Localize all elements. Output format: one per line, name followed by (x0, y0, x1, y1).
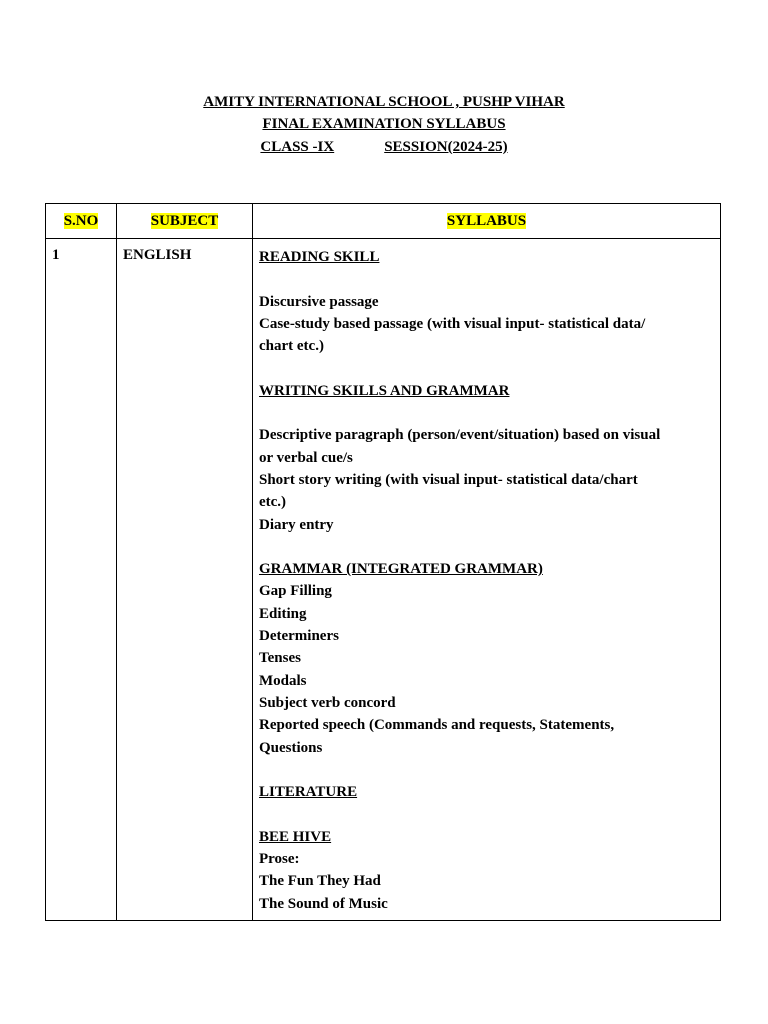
blank-line (259, 357, 714, 379)
syllabus-item: Diary entry (259, 516, 334, 533)
syllabus-item: Case-study based passage (with visual input- statistical data/ (259, 315, 646, 332)
syllabus-item: etc.) (259, 494, 287, 511)
syllabus-item: Reported speech (Commands and requests, Statements, (259, 717, 615, 734)
syllabus-table (45, 203, 721, 921)
section-heading: WRITING SKILLS AND GRAMMAR (259, 382, 510, 399)
syllabus-item: or verbal cue/s (259, 449, 353, 466)
blank-line (259, 803, 714, 825)
header-sno: S.NO (46, 204, 117, 239)
syllabus-item: Determiners (259, 628, 339, 645)
section-heading: BEE HIVE (259, 828, 332, 845)
school-name: AMITY INTERNATIONAL SCHOOL , PUSHP VIHAR (203, 94, 565, 110)
session-label: SESSION(2024-25) (384, 139, 508, 155)
table-header-row (46, 204, 721, 239)
header-subject: SUBJECT (117, 204, 253, 239)
syllabus-item: Prose: (259, 851, 300, 868)
blank-line (259, 402, 714, 424)
syllabus-item: Editing (259, 605, 307, 622)
syllabus-item: Tenses (259, 650, 301, 667)
row-sno: 1 (46, 239, 117, 921)
row-subject: ENGLISH (117, 239, 253, 921)
syllabus-item: Gap Filling (259, 583, 332, 600)
syllabus-item: Short story writing (with visual input- statistical data/chart (259, 471, 638, 488)
section-heading: GRAMMAR (INTEGRATED GRAMMAR) (259, 561, 543, 578)
syllabus-item: Discursive passage (259, 293, 379, 310)
blank-line (259, 268, 714, 290)
syllabus-item: Descriptive paragraph (person/event/situation) based on visual (259, 427, 661, 444)
syllabus-item: Modals (259, 672, 307, 689)
syllabus-item: The Sound of Music (259, 895, 388, 912)
class-label: CLASS -IX (260, 139, 335, 155)
table-row (46, 239, 721, 921)
syllabus-item: Subject verb concord (259, 694, 396, 711)
header-syllabus: SYLLABUS (253, 204, 721, 239)
class-session-line (0, 139, 768, 156)
syllabus-item: Questions (259, 739, 323, 756)
blank-line (259, 536, 714, 558)
row-syllabus (253, 239, 721, 921)
section-heading: LITERATURE (259, 784, 358, 801)
syllabus-item: The Fun They Had (259, 873, 381, 890)
blank-line (259, 759, 714, 781)
exam-title: FINAL EXAMINATION SYLLABUS (262, 116, 506, 132)
section-heading: READING SKILL (259, 249, 380, 265)
syllabus-item: chart etc.) (259, 338, 324, 355)
